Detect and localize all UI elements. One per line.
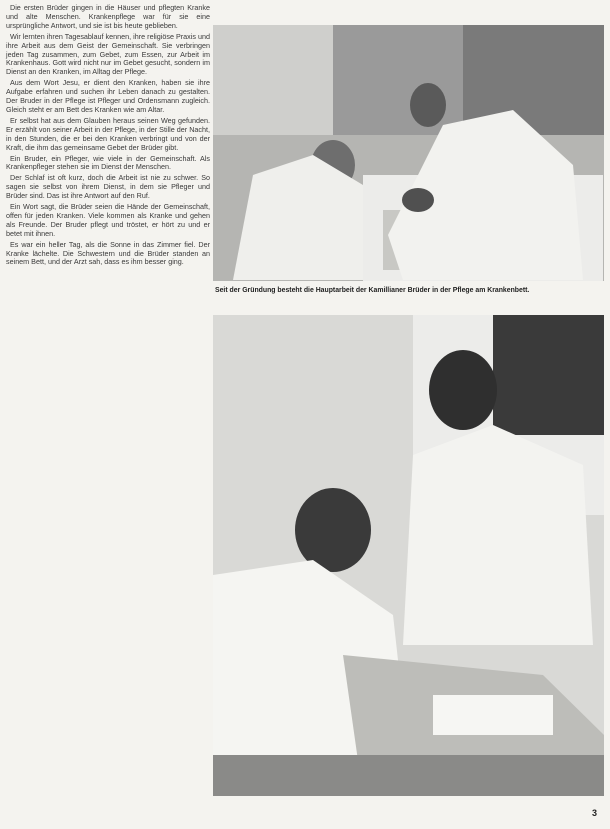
page-number: 3 [592, 808, 598, 818]
article-paragraph: Ein Bruder, ein Pfleger, wie viele in der Gemeinschaft. Als Krankenpfleger stehen sie im Dienst der Menschen. [6, 153, 210, 172]
nursing-photo-bottom [213, 315, 604, 796]
article-body [6, 4, 210, 269]
article-paragraph: Es war ein heller Tag, als die Sonne in das Zimmer fiel. Der Kranke lächelte. Die Schwestern und die Brüder standen an seinem Bett, und der Arzt sah, dass es ihm besser ging. [6, 239, 210, 267]
nursing-photo-top [213, 25, 604, 281]
article-paragraph: Wir lernten ihren Tagesablauf kennen, ihre religiöse Praxis und ihre Arbeit aus dem Geist der Gemeinschaft. Sie verbringen jeden Tag zusammen, zum Gebet, zum Essen, zur Arbeit im Krankenhaus. Gott wird nicht nur im Gebet gesucht, sondern im Dienst an den Kranken, im Alltag der Pflege. [6, 31, 210, 77]
article-paragraph: Ein Wort sagt, die Brüder seien die Hände der Gemeinschaft, offen für jeden Kranken. Viele kommen als Kranke und gehen als Freunde. Der Bruder pflegt und tröstet, er hört zu und er betet mit ihnen. [6, 202, 210, 238]
article-paragraph: Die ersten Brüder gingen in die Häuser und pflegten Kranke und alte Menschen. Krankenpflege war für sie eine ursprüngliche Antwort, und sie ist bis heute geblieben. [6, 3, 210, 30]
article-paragraph: Der Schlaf ist oft kurz, doch die Arbeit ist nie zu schwer. So sagen sie selbst von ihrem Dienst, in dem sie Pfleger und Brüder sind. Das ist ihre Antwort auf den Ruf. [6, 173, 210, 201]
photo-caption: Seit der Gründung besteht die Hauptarbeit der Kamillianer Brüder in der Pflege am Krankenbett. [215, 287, 530, 294]
article-paragraph: Er selbst hat aus dem Glauben heraus seinen Weg gefunden. Er erzählt von seiner Arbeit in der Pflege, in der Stille der Nacht, in den Stunden, die er bei den Kranken verbringt und von der Kraft, die ihm das gemeinsame Gebet der Brüder gibt. [6, 115, 210, 152]
article-paragraph: Aus dem Wort Jesu, er dient den Kranken, haben sie ihre Aufgabe erfahren und suchen ihr Leben danach zu gestalten. Der Bruder in der Pflege ist Pfleger und Ordensmann zugleich. Gleich steht er am Bett des Kranken wie am Altar. [6, 78, 210, 114]
